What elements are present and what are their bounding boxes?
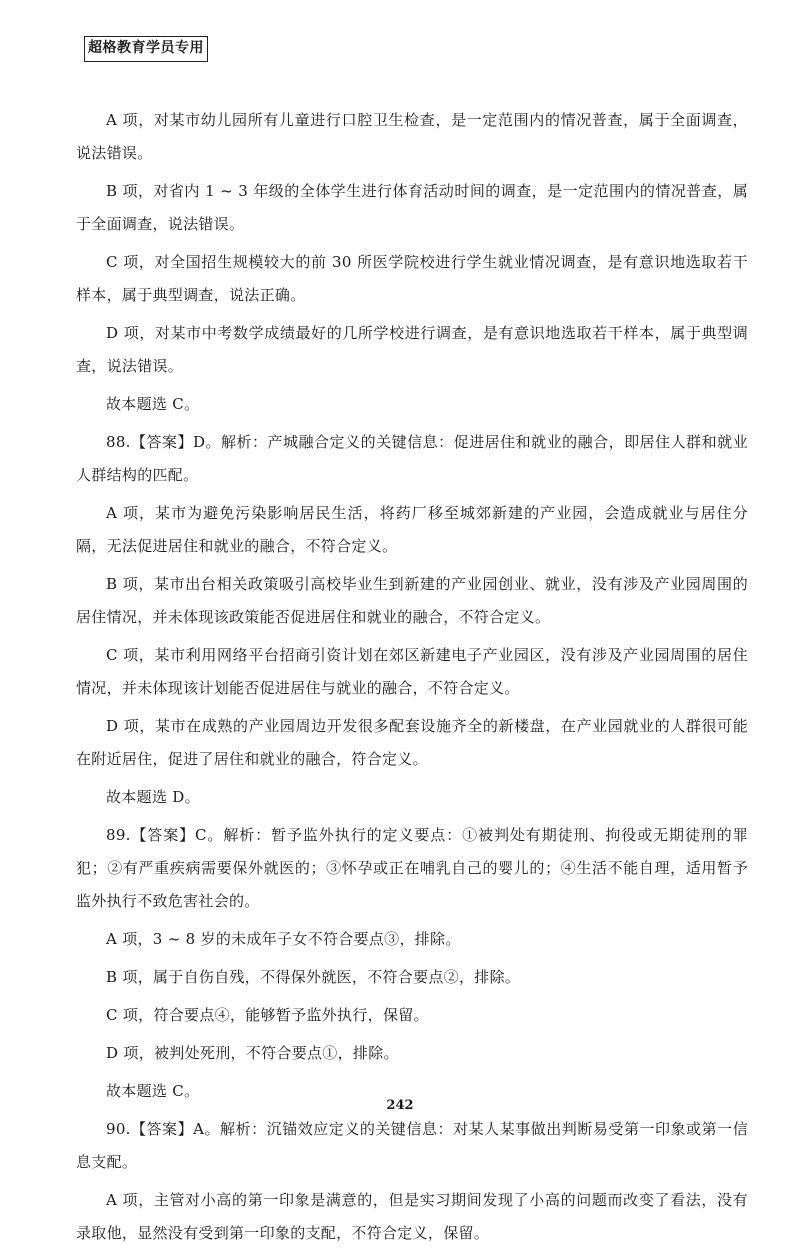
paragraph: B 项，属于自伤自残，不得保外就医，不符合要点②，排除。	[106, 968, 521, 986]
answer-paragraph-90: 90.【答案】A。解析：沉锚效应定义的关键信息：对某人某事做出判断易受第一印象或第一信息支配。	[76, 1120, 748, 1171]
page-number: 242	[386, 1098, 414, 1113]
paragraph: D 项，某市在成熟的产业园周边开发很多配套设施齐全的新楼盘，在产业园就业的人群很可能在附近居住，促进了居住和就业的融合，符合定义。	[76, 717, 748, 768]
header-label: 超格教育学员专用	[84, 36, 208, 62]
paragraph: B 项，某市出台相关政策吸引高校毕业生到新建的产业园创业、就业，没有涉及产业园周围的居住情况，并未体现该政策能否促进居住和就业的融合，不符合定义。	[76, 575, 748, 626]
paragraph: 故本题选 D。	[106, 788, 200, 806]
paragraph: A 项，3 ~ 8 岁的未成年子女不符合要点③，排除。	[106, 930, 461, 948]
paragraph: C 项，某市利用网络平台招商引资计划在郊区新建电子产业园区，没有涉及产业园周围的居住情况，并未体现该计划能否促进居住与就业的融合，不符合定义。	[76, 646, 748, 697]
page-body	[76, 104, 748, 1255]
paragraph: D 项，被判处死刑，不符合要点①，排除。	[106, 1044, 399, 1062]
answer-paragraph-88: 88.【答案】D。解析：产城融合定义的关键信息：促进居住和就业的融合，即居住人群和就业人群结构的匹配。	[76, 433, 748, 484]
paragraph: B 项，对省内 1 ~ 3 年级的全体学生进行体育活动时间的调查，是一定范围内的情况普查，属于全面调查，说法错误。	[76, 182, 748, 233]
paragraph: 故本题选 C。	[106, 1082, 200, 1100]
paragraph: D 项，对某市中考数学成绩最好的几所学校进行调查，是有意识地选取若干样本，属于典型调查，说法错误。	[76, 324, 748, 375]
paragraph: 故本题选 C。	[106, 395, 200, 413]
paragraph: A 项，对某市幼儿园所有儿童进行口腔卫生检查，是一定范围内的情况普查，属于全面调查，说法错误。	[76, 111, 748, 162]
answer-paragraph-89: 89.【答案】C。解析：暂予监外执行的定义要点：①被判处有期徒刑、拘役或无期徒刑的罪犯；②有严重疾病需要保外就医的；③怀孕或正在哺乳自己的婴儿的；④生活不能自理，适用暂予监外执行不致危害社会的。	[76, 826, 748, 910]
paragraph: C 项，符合要点④，能够暂予监外执行，保留。	[106, 1006, 429, 1024]
paragraph: A 项，某市为避免污染影响居民生活，将药厂移至城郊新建的产业园，会造成就业与居住分隔，无法促进居住和就业的融合，不符合定义。	[76, 504, 748, 555]
paragraph: A 项，主管对小高的第一印象是满意的，但是实习期间发现了小高的问题而改变了看法，没有录取他，显然没有受到第一印象的支配，不符合定义，保留。	[76, 1191, 748, 1242]
paragraph: C 项，对全国招生规模较大的前 30 所医学院校进行学生就业情况调查，是有意识地选取若干样本，属于典型调查，说法正确。	[76, 253, 748, 304]
